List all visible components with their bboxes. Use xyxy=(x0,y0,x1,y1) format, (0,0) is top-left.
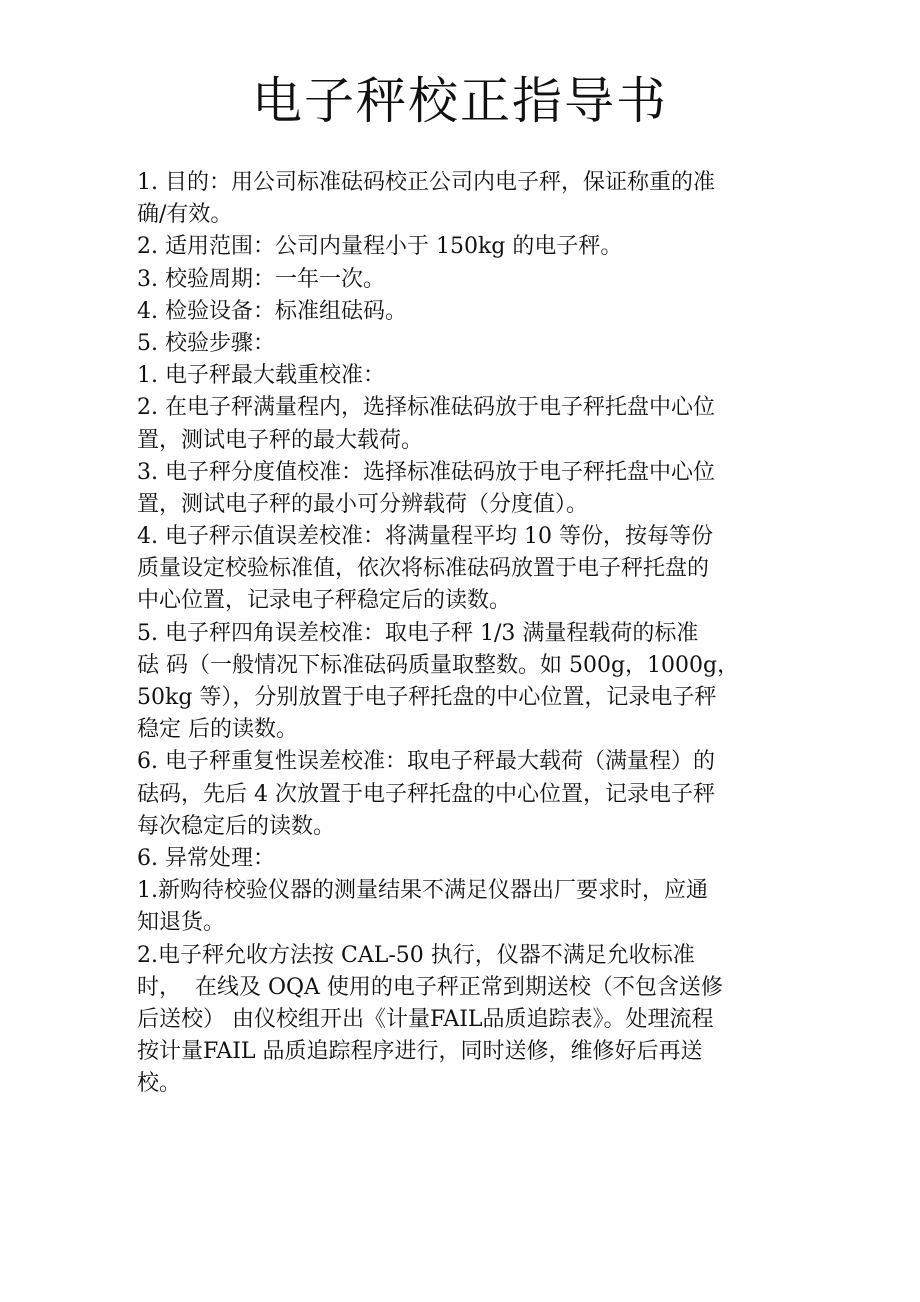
text-line: 时， 在线及 OQA 使用的电子秤正常到期送校（不包含送修 xyxy=(137,974,723,1000)
text-line: 6. 异常处理： xyxy=(137,845,275,871)
text-line: 知退货。 xyxy=(137,910,226,936)
text-line: 质量设定校验标准值，依次将标准砝码放置于电子秤托盘的 xyxy=(137,556,710,582)
text-line: 稳定 后的读数。 xyxy=(137,717,298,743)
text-line: 1. 电子秤最大载重校准： xyxy=(137,363,385,389)
text-line: 6. 电子秤重复性误差校准：取电子秤最大载荷（满量程）的 xyxy=(137,749,715,775)
text-line: 确/有效。 xyxy=(137,202,233,228)
text-line: 3. 电子秤分度值校准：选择标准砝码放于电子秤托盘中心位 xyxy=(137,459,715,485)
text-line: 50kg 等），分别放置于电子秤托盘的中心位置，记录电子秤 xyxy=(137,685,717,710)
document-title: 电子秤校正指导书 xyxy=(252,72,668,130)
text-line: 校。 xyxy=(137,1071,182,1097)
text-line: 1.新购待校验仪器的测量结果不满足仪器出厂要求时，应通 xyxy=(137,878,708,904)
text-line: 后送校） 由仪校组开出《计量FAIL品质追踪表》。处理流程 xyxy=(137,1006,714,1032)
text-line: 2. 适用范围：公司内量程小于 150kg 的电子秤。 xyxy=(137,234,623,260)
text-line: 按计量FAIL 品质追踪程序进行，同时送修，维修好后再送 xyxy=(137,1039,703,1065)
text-line: 2. 在电子秤满量程内，选择标准砝码放于电子秤托盘中心位 xyxy=(137,395,715,421)
text-line: 4. 检验设备：标准组砝码。 xyxy=(137,298,407,324)
text-line: 2.电子秤允收方法按 CAL-50 执行，仪器不满足允收标准 xyxy=(137,942,695,968)
text-line: 4. 电子秤示值误差校准：将满量程平均 10 等份，按每等份 xyxy=(137,524,713,550)
text-line: 5. 校验步骤： xyxy=(137,330,275,356)
text-line: 每次稳定后的读数。 xyxy=(137,813,336,839)
text-line: 砝 码（一般情况下标准砝码质量取整数。如 500g，1000g， xyxy=(137,652,740,678)
text-line: 置，测试电子秤的最小可分辨载荷（分度值）。 xyxy=(137,491,589,517)
text-line: 5. 电子秤四角误差校准：取电子秤 1/3 满量程载荷的标准 xyxy=(137,620,699,646)
text-line: 中心位置，记录电子秤稳定后的读数。 xyxy=(137,588,512,614)
text-line: 1. 目的：用公司标准砝码校正公司内电子秤，保证称重的准 xyxy=(137,170,715,195)
text-line: 砝码，先后 4 次放置于电子秤托盘的中心位置，记录电子秤 xyxy=(137,781,715,807)
text-line: 3. 校验周期：一年一次。 xyxy=(137,266,385,292)
document-body xyxy=(137,167,802,1100)
text-line: 置，测试电子秤的最大载荷。 xyxy=(137,427,424,453)
